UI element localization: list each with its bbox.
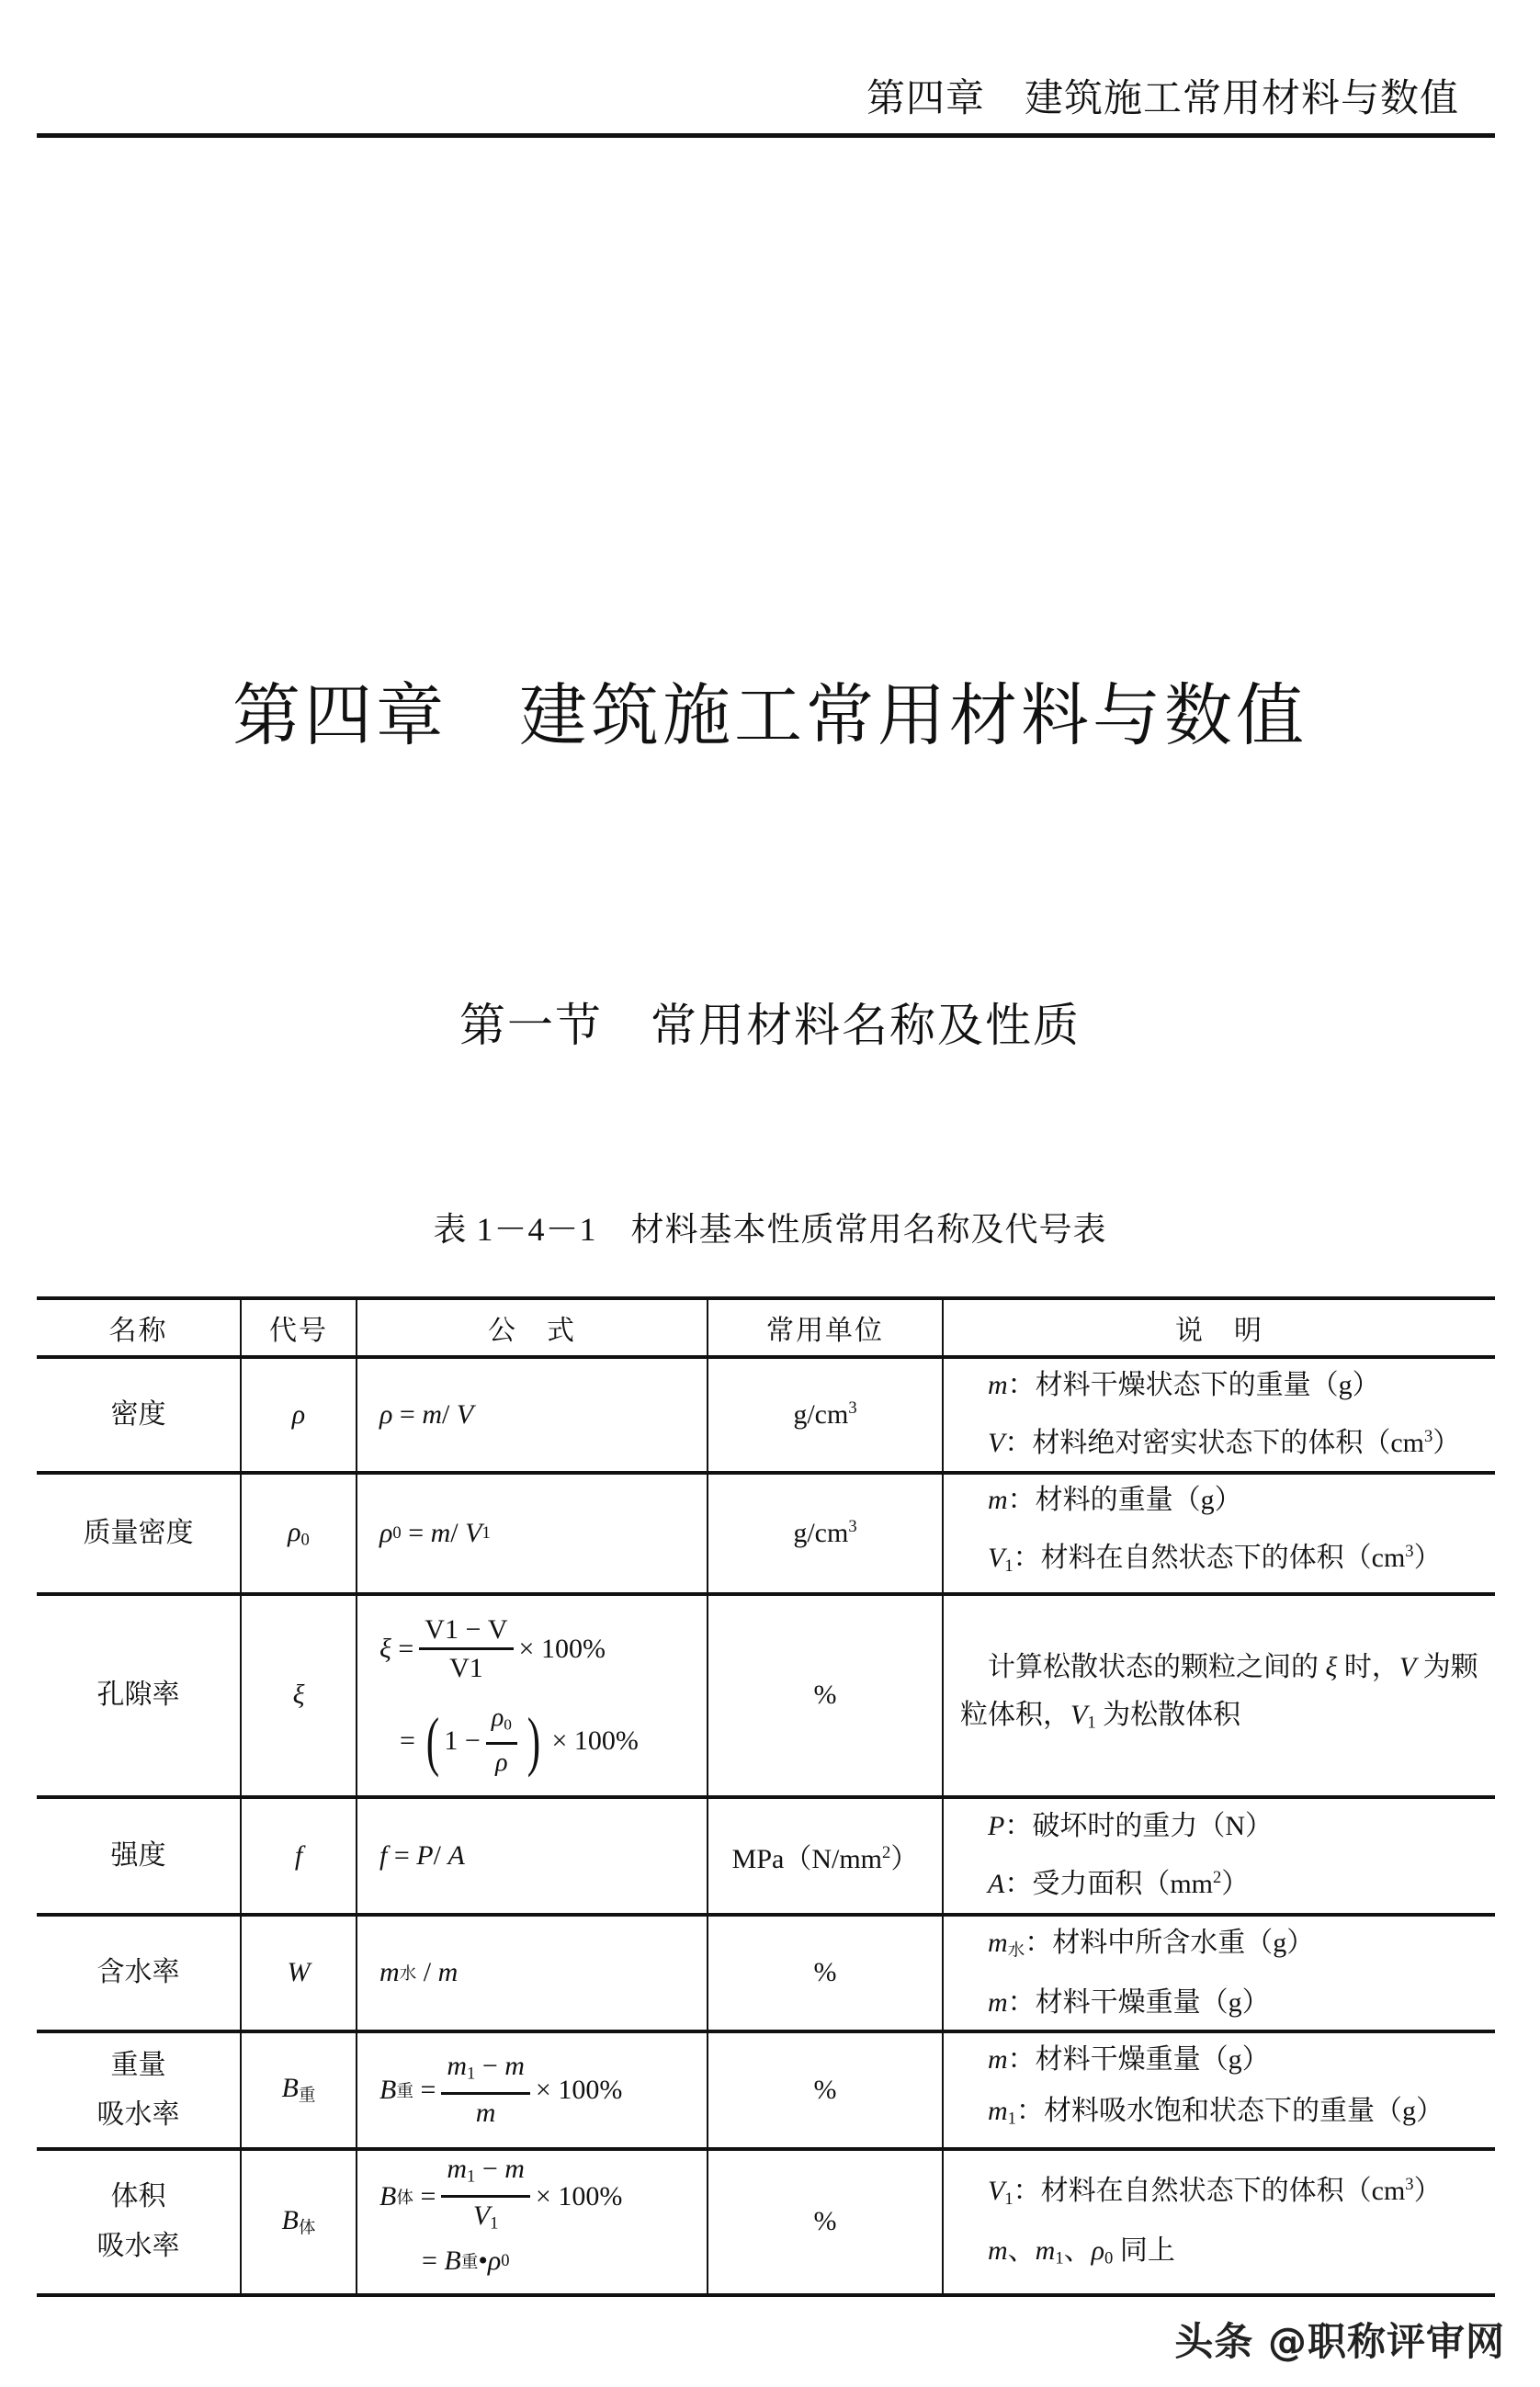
description-line: $V_1$：材料在自然状态下的体积$(cm^3)$: [988, 1542, 1442, 1576]
formula-line: B 重 = $\frac{m_1 - m}{m}$ × 100%: [379, 2050, 623, 2128]
table-row: [37, 1915, 1495, 2031]
header-name: 名称: [37, 1298, 241, 1357]
cell-description: 计算松散状态的颗粒之间的 ξ 时，V 为颗粒体积，$V_1$ 为松散体积: [943, 1594, 1495, 1797]
description-line: A：受力面积$(mm^2)$: [988, 1868, 1250, 1900]
table-header-row: [37, 1298, 1495, 1357]
formula-line: B 体 = $\frac{m_1 - m}{V_1}$ × 100%: [379, 2157, 707, 2236]
cell-description: [943, 1797, 1495, 1915]
formula-line: ρ = m / V: [379, 1399, 474, 1430]
formula-line: f = P / A: [379, 1839, 465, 1871]
cell-symbol: ρ: [241, 1357, 357, 1473]
fraction: $\frac{\rho_0}{\rho}$: [486, 1703, 517, 1780]
watermark: 头条 @职称评审网: [1174, 2319, 1505, 2364]
cell-name: 体积 吸水率: [37, 2149, 241, 2295]
description-line: m：材料干燥重量（g）: [988, 1986, 1270, 2018]
cell-formula: [357, 1473, 708, 1594]
cell-description: [943, 1915, 1495, 2031]
cell-description: [943, 1473, 1495, 1594]
cell-formula: [357, 2031, 708, 2149]
description-line: $m_1$：材料吸水饱和状态下的重量（g）: [988, 2096, 1444, 2130]
table-row: [37, 1594, 1495, 1797]
cell-unit: $g/cm^3$: [708, 1473, 943, 1594]
table-row: [37, 2031, 1495, 2149]
chapter-title: 第四章 建筑施工常用材料与数值: [232, 679, 1308, 754]
header-unit: 常用单位: [708, 1298, 943, 1357]
cell-description: [943, 2149, 1495, 2295]
cell-formula: [357, 1797, 708, 1915]
description-line: m：材料的重量（g）: [988, 1485, 1242, 1515]
cell-name: 质量密度: [37, 1473, 241, 1594]
cell-name: 重量 吸水率: [37, 2031, 241, 2149]
table-row: [37, 2149, 1495, 2295]
formula-line: ρ 0 = m / V 1: [379, 1517, 491, 1548]
header-rule: [37, 133, 1495, 138]
description-line: P：破坏时的重力（N）: [988, 1811, 1273, 1842]
formula-line: = B 重 • ρ 0: [422, 2246, 510, 2277]
description-line: $V_1$：材料在自然状态下的体积$(cm^3)$: [988, 2175, 1442, 2209]
cell-unit: %: [708, 2031, 943, 2149]
table-row: [37, 1473, 1495, 1594]
formula-line: ξ = $\frac{V1 - V}{V1}$ × 100%: [379, 1613, 606, 1683]
cell-formula: [357, 1594, 708, 1797]
running-header: 第四章 建筑施工常用材料与数值: [866, 78, 1459, 120]
cell-name: 强度: [37, 1797, 241, 1915]
table-row: [37, 1797, 1495, 1915]
description-line: m、$m_1$、$\rho_0$ 同上: [988, 2234, 1175, 2268]
cell-symbol: W: [241, 1915, 357, 2031]
header-description: 说 明: [943, 1298, 1495, 1357]
cell-unit: %: [708, 1915, 943, 2031]
cell-formula: [357, 2149, 708, 2295]
cell-name: 含水率: [37, 1915, 241, 2031]
table-caption: 表 1－4－1 材料基本性质常用名称及代号表: [433, 1211, 1107, 1248]
header-formula: 公 式: [357, 1298, 708, 1357]
section-title: 第一节 常用材料名称及性质: [459, 1000, 1081, 1051]
cell-description: [943, 1357, 1495, 1473]
cell-name: 密度: [37, 1357, 241, 1473]
cell-unit: $g/cm^3$: [708, 1357, 943, 1473]
cell-unit: %: [708, 1594, 943, 1797]
cell-symbol: $\rho_0$: [241, 1473, 357, 1594]
cell-unit: $MPa(N/mm^2)$: [708, 1797, 943, 1915]
cell-formula: [357, 1915, 708, 2031]
fraction: $\frac{m_1 - m}{V_1}$: [441, 2154, 530, 2240]
cell-name: 孔隙率: [37, 1594, 241, 1797]
table-row: [37, 1357, 1495, 1473]
fraction: $\frac{V1 - V}{V1}$: [419, 1614, 513, 1685]
header-symbol: 代号: [241, 1298, 357, 1357]
description-line: m：材料干燥状态下的重量（g）: [988, 1370, 1380, 1401]
cell-unit: %: [708, 2149, 943, 2295]
description-line: m：材料干燥重量（g）: [988, 2044, 1270, 2076]
formula-line: m 水 / m: [379, 1957, 459, 1988]
cell-symbol: f: [241, 1797, 357, 1915]
material-properties-table: [37, 1296, 1495, 2297]
cell-description: [943, 2031, 1495, 2149]
fraction: $\frac{m_1 - m}{m}$: [441, 2051, 530, 2130]
formula-line: = ( 1 − $\frac{\rho_0}{\rho}$ ) × 100%: [379, 1695, 707, 1787]
cell-symbol: $B_重$: [241, 2031, 357, 2149]
cell-formula: [357, 1357, 708, 1473]
cell-symbol: $B_体$: [241, 2149, 357, 2295]
description-line: V：材料绝对密实状态下的体积$(cm^3)$: [988, 1427, 1461, 1459]
description-line: $m_水$：材料中所含水重（g）: [988, 1927, 1315, 1961]
cell-symbol: ξ: [241, 1594, 357, 1797]
